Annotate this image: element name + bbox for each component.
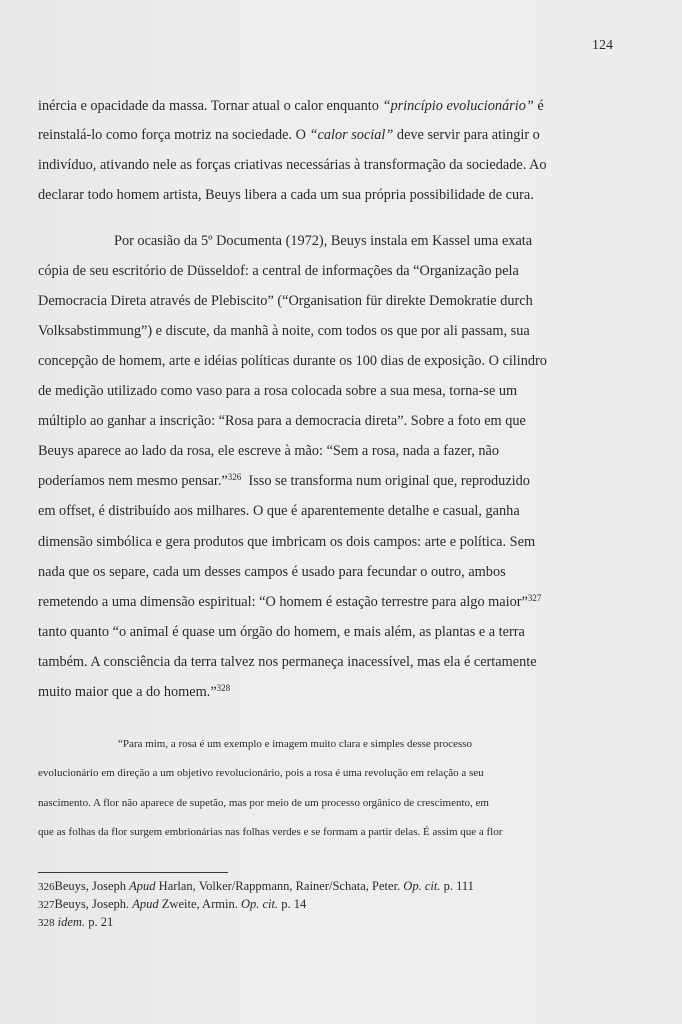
body-line <box>38 127 540 144</box>
body-line: em offset, é distribuído aos milhares. O que é aparentemente detalhe e casual, ganha <box>38 503 520 519</box>
footnote-ref: 328 <box>216 683 231 693</box>
body-line: Por ocasião da 5º Documenta (1972), Beuys instala em Kassel uma exata <box>114 233 533 249</box>
italic-span: Op. cit. <box>240 897 279 911</box>
body-line <box>38 594 541 611</box>
footnote-number: 327 <box>38 899 55 911</box>
italic-span: Op. cit. <box>403 879 441 893</box>
text-span: Isso se transforma num original que, reproduzido <box>241 473 530 489</box>
body-line: nada que os separe, cada um desses campos é usado para fecundar o outro, ambos <box>38 564 506 580</box>
body-line <box>38 98 544 115</box>
body-line: dimensão simbólica e gera produtos que imbricam os dois campos: arte e política. Sem <box>38 534 536 550</box>
quote-line: “Para mim, a rosa é um exemplo e imagem muito clara e simples desse processo <box>118 738 473 750</box>
footnote <box>38 879 474 894</box>
body-line <box>38 684 230 701</box>
text-span: p. 14 <box>278 897 307 911</box>
quote-line: evolucionário em direção a um objetivo revolucionário, pois a rosa é uma revolução em relação a seu <box>38 767 484 779</box>
text-span: p. 111 <box>440 879 474 893</box>
quote-line: que as folhas da flor surgem embrionárias nas folhas verdes e se formam a partir delas. É assim que a flor <box>38 826 503 838</box>
text-span: deve servir para atingir o <box>393 127 540 143</box>
text-span: Zweite, Armin. <box>158 897 241 911</box>
body-line: Beuys aparece ao lado da rosa, ele escreve à mão: “Sem a rosa, nada a fazer, não <box>38 443 500 459</box>
text-span: inércia e opacidade da massa. Tornar atual o calor enquanto <box>38 98 383 114</box>
text-span: remetendo a uma dimensão espiritual: “O homem é estação terrestre para algo maior” <box>38 594 528 610</box>
body-line <box>38 473 530 490</box>
body-line: indivíduo, ativando nele as forças criativas necessárias à transformação da sociedade. Ao <box>38 157 547 173</box>
text-span: p. 21 <box>85 915 114 929</box>
italic-span: Apud <box>129 879 156 893</box>
footnote-ref: 326 <box>227 472 242 482</box>
quote-line: nascimento. A flor não aparece de supetão, mas por meio de um processo orgânico de crescimento, em <box>38 797 489 809</box>
text-span: Beuys, Joseph. <box>54 897 133 911</box>
italic-span: idem. <box>57 915 86 929</box>
footnote-divider <box>38 872 228 873</box>
body-line: de medição utilizado como vaso para a rosa colocada sobre a sua mesa, torna-se um <box>38 383 518 399</box>
footnote-ref: 327 <box>527 593 542 603</box>
body-line: tanto quanto “o animal é quase um órgão do homem, e mais além, as plantas e a terra <box>38 624 525 640</box>
italic-span: “calor social” <box>309 127 394 143</box>
footnote <box>38 915 113 930</box>
body-line: cópia de seu escritório de Düsseldof: a central de informações da “Organização pela <box>38 263 519 279</box>
text-span: muito maior que a do homem.” <box>38 684 217 700</box>
italic-span: Apud <box>132 897 159 911</box>
body-line: também. A consciência da terra talvez nos permaneça inacessível, mas ela é certamente <box>38 654 537 670</box>
italic-span: “princípio evolucionário” <box>382 98 534 114</box>
text-span: Harlan, Volker/Rappmann, Rainer/Schata, Peter. <box>155 879 404 893</box>
footnote-number: 328 <box>38 917 55 929</box>
footnote-number: 326 <box>38 881 55 893</box>
body-line: Volksabstimmung”) e discute, da manhã à noite, com todos os que por ali passam, sua <box>38 323 530 339</box>
body-line: declarar todo homem artista, Beuys libera a cada um sua própria possibilidade de cura. <box>38 187 534 203</box>
body-line: concepção de homem, arte e idéias políticas durante os 100 dias de exposição. O cilindro <box>38 353 547 369</box>
footnote <box>38 897 306 912</box>
page-number: 124 <box>592 38 613 53</box>
text-span: é <box>533 98 544 114</box>
text-span: poderíamos nem mesmo pensar.” <box>38 473 228 489</box>
body-line: Democracia Direta através de Plebiscito” (“Organisation für direkte Demokratie durch <box>38 293 533 309</box>
text-span: Beuys, Joseph <box>54 879 130 893</box>
body-line: múltiplo ao ganhar a inscrição: “Rosa para a democracia direta”. Sobre a foto em que <box>38 413 526 429</box>
text-span: reinstalá-lo como força motriz na sociedade. O <box>38 127 310 143</box>
